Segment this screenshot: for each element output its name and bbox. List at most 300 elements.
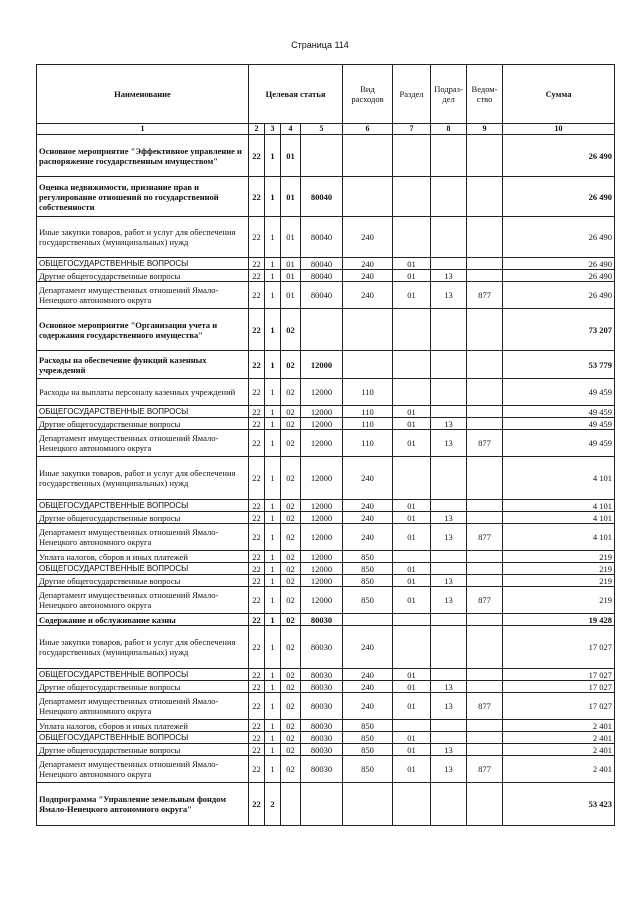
target-code-subprogram: 1 [265, 693, 281, 720]
sum-cell: 53 779 [503, 351, 615, 379]
target-code-program: 22 [249, 681, 265, 693]
target-code-subprogram: 1 [265, 177, 281, 217]
target-code-program: 22 [249, 563, 265, 575]
target-code-program: 22 [249, 457, 265, 500]
section-cell [393, 551, 431, 563]
column-numbers-row [37, 124, 615, 135]
table-row [37, 270, 615, 282]
section-cell: 01 [393, 563, 431, 575]
section-cell [393, 614, 431, 626]
target-code-subprogram: 1 [265, 575, 281, 587]
target-code-direction: 80030 [301, 669, 343, 681]
section-cell: 01 [393, 270, 431, 282]
expense-type-cell: 240 [343, 693, 393, 720]
target-code-subprogram: 1 [265, 351, 281, 379]
row-name: ОБЩЕГОСУДАРСТВЕННЫЕ ВОПРОСЫ [37, 500, 249, 512]
subsection-cell: 13 [431, 681, 467, 693]
target-code-activity: 02 [281, 418, 301, 430]
target-code-activity: 01 [281, 258, 301, 270]
target-code-activity: 01 [281, 135, 301, 177]
department-cell [467, 217, 503, 258]
target-code-program: 22 [249, 551, 265, 563]
sum-cell: 49 459 [503, 379, 615, 406]
expense-type-cell: 110 [343, 379, 393, 406]
target-code-program: 22 [249, 783, 265, 826]
target-code-program: 22 [249, 418, 265, 430]
row-name: Иные закупки товаров, работ и услуг для обеспечения государственных (муниципальных) нужд [37, 217, 249, 258]
department-cell [467, 551, 503, 563]
target-code-program: 22 [249, 379, 265, 406]
section-cell: 01 [393, 681, 431, 693]
subsection-cell [431, 783, 467, 826]
section-cell: 01 [393, 406, 431, 418]
row-name: Уплата налогов, сборов и иных платежей [37, 551, 249, 563]
target-code-direction: 80030 [301, 626, 343, 669]
department-cell [467, 681, 503, 693]
target-code-direction: 12000 [301, 379, 343, 406]
expense-type-cell [343, 135, 393, 177]
subsection-cell: 13 [431, 744, 467, 756]
target-code-program: 22 [249, 258, 265, 270]
subsection-cell: 13 [431, 282, 467, 309]
target-code-program: 22 [249, 669, 265, 681]
target-code-activity: 02 [281, 681, 301, 693]
subsection-cell: 13 [431, 587, 467, 614]
subsection-cell: 13 [431, 756, 467, 783]
subsection-cell: 13 [431, 430, 467, 457]
row-name: ОБЩЕГОСУДАРСТВЕННЫЕ ВОПРОСЫ [37, 258, 249, 270]
department-cell [467, 351, 503, 379]
expense-type-cell: 110 [343, 430, 393, 457]
department-cell [467, 379, 503, 406]
target-code-program: 22 [249, 512, 265, 524]
subsection-cell [431, 551, 467, 563]
sum-cell: 17 027 [503, 693, 615, 720]
subsection-cell: 13 [431, 418, 467, 430]
subsection-cell [431, 258, 467, 270]
row-name: Другие общегосударственные вопросы [37, 575, 249, 587]
table-row [37, 430, 615, 457]
target-code-subprogram: 1 [265, 669, 281, 681]
section-cell: 01 [393, 693, 431, 720]
target-code-subprogram: 1 [265, 379, 281, 406]
target-code-activity: 02 [281, 512, 301, 524]
sum-cell: 26 490 [503, 217, 615, 258]
row-name: ОБЩЕГОСУДАРСТВЕННЫЕ ВОПРОСЫ [37, 732, 249, 744]
target-code-subprogram: 1 [265, 551, 281, 563]
target-code-direction: 12000 [301, 351, 343, 379]
target-code-direction: 80040 [301, 217, 343, 258]
header-row [37, 65, 615, 124]
expense-type-cell: 850 [343, 732, 393, 744]
subsection-cell [431, 626, 467, 669]
section-cell: 01 [393, 430, 431, 457]
expense-type-cell: 850 [343, 720, 393, 732]
section-cell: 01 [393, 524, 431, 551]
target-code-subprogram: 1 [265, 217, 281, 258]
subsection-cell [431, 500, 467, 512]
sum-cell: 19 428 [503, 614, 615, 626]
target-code-subprogram: 2 [265, 783, 281, 826]
row-name: Департамент имущественных отношений Ямало-Ненецкого автономного округа [37, 756, 249, 783]
section-cell: 01 [393, 575, 431, 587]
subsection-cell [431, 351, 467, 379]
section-cell [393, 626, 431, 669]
table-row [37, 563, 615, 575]
target-code-program: 22 [249, 587, 265, 614]
target-code-subprogram: 1 [265, 732, 281, 744]
row-name: Содержание и обслуживание казны [37, 614, 249, 626]
department-cell [467, 512, 503, 524]
target-code-subprogram: 1 [265, 457, 281, 500]
sum-cell: 53 423 [503, 783, 615, 826]
target-code-direction: 80030 [301, 732, 343, 744]
sum-cell: 26 490 [503, 177, 615, 217]
row-name: Другие общегосударственные вопросы [37, 744, 249, 756]
target-code-activity: 01 [281, 177, 301, 217]
sum-cell: 219 [503, 587, 615, 614]
department-cell [467, 669, 503, 681]
expense-type-cell: 240 [343, 500, 393, 512]
target-code-direction: 12000 [301, 587, 343, 614]
section-cell: 01 [393, 258, 431, 270]
department-cell [467, 135, 503, 177]
target-code-subprogram: 1 [265, 512, 281, 524]
expense-type-cell: 240 [343, 270, 393, 282]
target-code-activity: 02 [281, 524, 301, 551]
department-cell [467, 626, 503, 669]
table-row [37, 587, 615, 614]
target-code-subprogram: 1 [265, 270, 281, 282]
target-code-activity: 02 [281, 500, 301, 512]
subsection-cell [431, 309, 467, 351]
sum-cell: 2 401 [503, 720, 615, 732]
target-code-activity: 02 [281, 430, 301, 457]
expense-type-cell: 240 [343, 524, 393, 551]
row-name: Основное мероприятие "Эффективное управление и распоряжение государственным имуществом" [37, 135, 249, 177]
row-name: Департамент имущественных отношений Ямало-Ненецкого автономного округа [37, 693, 249, 720]
expense-type-cell: 240 [343, 626, 393, 669]
table-row [37, 177, 615, 217]
target-code-subprogram: 1 [265, 282, 281, 309]
department-cell [467, 309, 503, 351]
column-number: 3 [265, 124, 281, 135]
table-row [37, 282, 615, 309]
department-cell [467, 418, 503, 430]
department-cell [467, 720, 503, 732]
header-name: Наименование [37, 65, 249, 124]
target-code-activity: 02 [281, 379, 301, 406]
target-code-program: 22 [249, 270, 265, 282]
department-cell [467, 406, 503, 418]
expense-type-cell: 240 [343, 681, 393, 693]
subsection-cell: 13 [431, 512, 467, 524]
target-code-direction: 80040 [301, 282, 343, 309]
header-department: Ведом-ство [467, 65, 503, 124]
expense-type-cell: 240 [343, 282, 393, 309]
section-cell: 01 [393, 669, 431, 681]
row-name: Другие общегосударственные вопросы [37, 512, 249, 524]
expense-type-cell [343, 614, 393, 626]
table-row [37, 457, 615, 500]
target-code-activity [281, 783, 301, 826]
target-code-direction: 80030 [301, 744, 343, 756]
table-row [37, 693, 615, 720]
target-code-program: 22 [249, 309, 265, 351]
department-cell [467, 732, 503, 744]
target-code-program: 22 [249, 351, 265, 379]
target-code-subprogram: 1 [265, 309, 281, 351]
table-row [37, 575, 615, 587]
expense-type-cell: 240 [343, 258, 393, 270]
target-code-program: 22 [249, 135, 265, 177]
expense-type-cell: 850 [343, 563, 393, 575]
target-code-program: 22 [249, 626, 265, 669]
table-row [37, 406, 615, 418]
department-cell: 877 [467, 282, 503, 309]
table-row [37, 551, 615, 563]
header-sum: Сумма [503, 65, 615, 124]
target-code-activity: 02 [281, 457, 301, 500]
sum-cell: 4 101 [503, 500, 615, 512]
sum-cell: 26 490 [503, 282, 615, 309]
row-name: ОБЩЕГОСУДАРСТВЕННЫЕ ВОПРОСЫ [37, 669, 249, 681]
target-code-direction: 12000 [301, 524, 343, 551]
table-row [37, 626, 615, 669]
subsection-cell: 13 [431, 270, 467, 282]
expense-type-cell [343, 177, 393, 217]
row-name: ОБЩЕГОСУДАРСТВЕННЫЕ ВОПРОСЫ [37, 563, 249, 575]
subsection-cell [431, 217, 467, 258]
column-number: 6 [343, 124, 393, 135]
target-code-activity: 02 [281, 406, 301, 418]
column-number: 2 [249, 124, 265, 135]
target-code-activity: 02 [281, 551, 301, 563]
department-cell [467, 563, 503, 575]
target-code-activity: 02 [281, 309, 301, 351]
column-number: 4 [281, 124, 301, 135]
target-code-activity: 01 [281, 217, 301, 258]
target-code-subprogram: 1 [265, 500, 281, 512]
subsection-cell [431, 379, 467, 406]
department-cell [467, 744, 503, 756]
row-name: Другие общегосударственные вопросы [37, 270, 249, 282]
sum-cell: 4 101 [503, 457, 615, 500]
section-cell: 01 [393, 418, 431, 430]
target-code-subprogram: 1 [265, 258, 281, 270]
sum-cell: 219 [503, 551, 615, 563]
column-number: 5 [301, 124, 343, 135]
table-row [37, 135, 615, 177]
table-row [37, 512, 615, 524]
table-row [37, 744, 615, 756]
sum-cell: 17 027 [503, 626, 615, 669]
department-cell: 877 [467, 430, 503, 457]
section-cell [393, 720, 431, 732]
expense-type-cell: 240 [343, 512, 393, 524]
target-code-direction: 80040 [301, 270, 343, 282]
target-code-direction [301, 783, 343, 826]
target-code-subprogram: 1 [265, 681, 281, 693]
target-code-direction: 80030 [301, 756, 343, 783]
subsection-cell [431, 177, 467, 217]
target-code-program: 22 [249, 217, 265, 258]
expense-type-cell: 850 [343, 575, 393, 587]
target-code-activity: 01 [281, 282, 301, 309]
section-cell: 01 [393, 732, 431, 744]
section-cell [393, 351, 431, 379]
row-name: Расходы на выплаты персоналу казенных учреждений [37, 379, 249, 406]
sum-cell: 2 401 [503, 732, 615, 744]
subsection-cell [431, 135, 467, 177]
target-code-direction: 12000 [301, 551, 343, 563]
target-code-subprogram: 1 [265, 626, 281, 669]
target-code-program: 22 [249, 693, 265, 720]
row-name: Уплата налогов, сборов и иных платежей [37, 720, 249, 732]
target-code-activity: 02 [281, 744, 301, 756]
row-name: Департамент имущественных отношений Ямало-Ненецкого автономного округа [37, 587, 249, 614]
expense-type-cell: 240 [343, 217, 393, 258]
target-code-activity: 02 [281, 720, 301, 732]
page-header: Страница 114 [291, 40, 349, 50]
target-code-activity: 02 [281, 614, 301, 626]
target-code-activity: 02 [281, 693, 301, 720]
table-row [37, 500, 615, 512]
section-cell: 01 [393, 744, 431, 756]
table-row [37, 351, 615, 379]
sum-cell: 17 027 [503, 681, 615, 693]
row-name: Оценка недвижимости, признание прав и регулирование отношений по государственной собственности [37, 177, 249, 217]
row-name: Департамент имущественных отношений Ямало-Ненецкого автономного округа [37, 524, 249, 551]
target-code-program: 22 [249, 720, 265, 732]
section-cell [393, 783, 431, 826]
column-number: 9 [467, 124, 503, 135]
sum-cell: 26 490 [503, 258, 615, 270]
sum-cell: 73 207 [503, 309, 615, 351]
expense-type-cell: 240 [343, 669, 393, 681]
table-body [37, 135, 615, 826]
target-code-direction: 80030 [301, 614, 343, 626]
table-row [37, 614, 615, 626]
table-row [37, 217, 615, 258]
target-code-direction: 12000 [301, 406, 343, 418]
target-code-direction: 12000 [301, 457, 343, 500]
row-name: Подпрограмма "Управление земельным фондом Ямало-Ненецкого автономного округа" [37, 783, 249, 826]
target-code-subprogram: 1 [265, 135, 281, 177]
target-code-program: 22 [249, 744, 265, 756]
expense-type-cell [343, 309, 393, 351]
target-code-activity: 01 [281, 270, 301, 282]
row-name: Департамент имущественных отношений Ямало-Ненецкого автономного округа [37, 430, 249, 457]
section-cell [393, 457, 431, 500]
target-code-activity: 02 [281, 626, 301, 669]
target-code-direction: 12000 [301, 418, 343, 430]
target-code-direction [301, 135, 343, 177]
row-name: Расходы на обеспечение функций казенных учреждений [37, 351, 249, 379]
department-cell [467, 500, 503, 512]
subsection-cell [431, 732, 467, 744]
target-code-subprogram: 1 [265, 614, 281, 626]
expense-type-cell: 240 [343, 457, 393, 500]
target-code-activity: 02 [281, 669, 301, 681]
column-number: 7 [393, 124, 431, 135]
header-target: Целевая статья [249, 65, 343, 124]
department-cell [467, 258, 503, 270]
section-cell [393, 379, 431, 406]
section-cell: 01 [393, 587, 431, 614]
table-row [37, 669, 615, 681]
sum-cell: 49 459 [503, 418, 615, 430]
expense-type-cell: 850 [343, 744, 393, 756]
row-name: Иные закупки товаров, работ и услуг для обеспечения государственных (муниципальных) нужд [37, 626, 249, 669]
expense-type-cell: 850 [343, 756, 393, 783]
target-code-subprogram: 1 [265, 744, 281, 756]
subsection-cell [431, 563, 467, 575]
sum-cell: 219 [503, 575, 615, 587]
target-code-activity: 02 [281, 587, 301, 614]
department-cell [467, 783, 503, 826]
target-code-subprogram: 1 [265, 524, 281, 551]
target-code-direction: 12000 [301, 500, 343, 512]
row-name: Департамент имущественных отношений Ямало-Ненецкого автономного округа [37, 282, 249, 309]
department-cell: 877 [467, 756, 503, 783]
target-code-direction: 12000 [301, 575, 343, 587]
target-code-activity: 02 [281, 563, 301, 575]
target-code-direction: 12000 [301, 512, 343, 524]
row-name: Иные закупки товаров, работ и услуг для обеспечения государственных (муниципальных) нужд [37, 457, 249, 500]
column-number: 8 [431, 124, 467, 135]
target-code-direction [301, 309, 343, 351]
target-code-program: 22 [249, 756, 265, 783]
expense-type-cell: 850 [343, 587, 393, 614]
table-row [37, 720, 615, 732]
section-cell [393, 135, 431, 177]
row-name: ОБЩЕГОСУДАРСТВЕННЫЕ ВОПРОСЫ [37, 406, 249, 418]
subsection-cell [431, 457, 467, 500]
target-code-program: 22 [249, 575, 265, 587]
column-number: 1 [37, 124, 249, 135]
header-section: Раздел [393, 65, 431, 124]
target-code-direction: 12000 [301, 430, 343, 457]
sum-cell: 49 459 [503, 430, 615, 457]
table-row [37, 524, 615, 551]
sum-cell: 2 401 [503, 756, 615, 783]
department-cell [467, 614, 503, 626]
sum-cell: 4 101 [503, 512, 615, 524]
target-code-program: 22 [249, 406, 265, 418]
header-expense-type: Вид расходов [343, 65, 393, 124]
target-code-direction: 80030 [301, 693, 343, 720]
target-code-activity: 02 [281, 351, 301, 379]
target-code-program: 22 [249, 732, 265, 744]
column-number: 10 [503, 124, 615, 135]
budget-table [36, 64, 615, 826]
table-row [37, 418, 615, 430]
target-code-direction: 80030 [301, 681, 343, 693]
target-code-activity: 02 [281, 756, 301, 783]
target-code-activity: 02 [281, 732, 301, 744]
target-code-program: 22 [249, 282, 265, 309]
target-code-subprogram: 1 [265, 563, 281, 575]
table-row [37, 732, 615, 744]
target-code-program: 22 [249, 430, 265, 457]
department-cell [467, 575, 503, 587]
subsection-cell [431, 720, 467, 732]
expense-type-cell [343, 351, 393, 379]
target-code-subprogram: 1 [265, 430, 281, 457]
section-cell [393, 177, 431, 217]
target-code-subprogram: 1 [265, 720, 281, 732]
